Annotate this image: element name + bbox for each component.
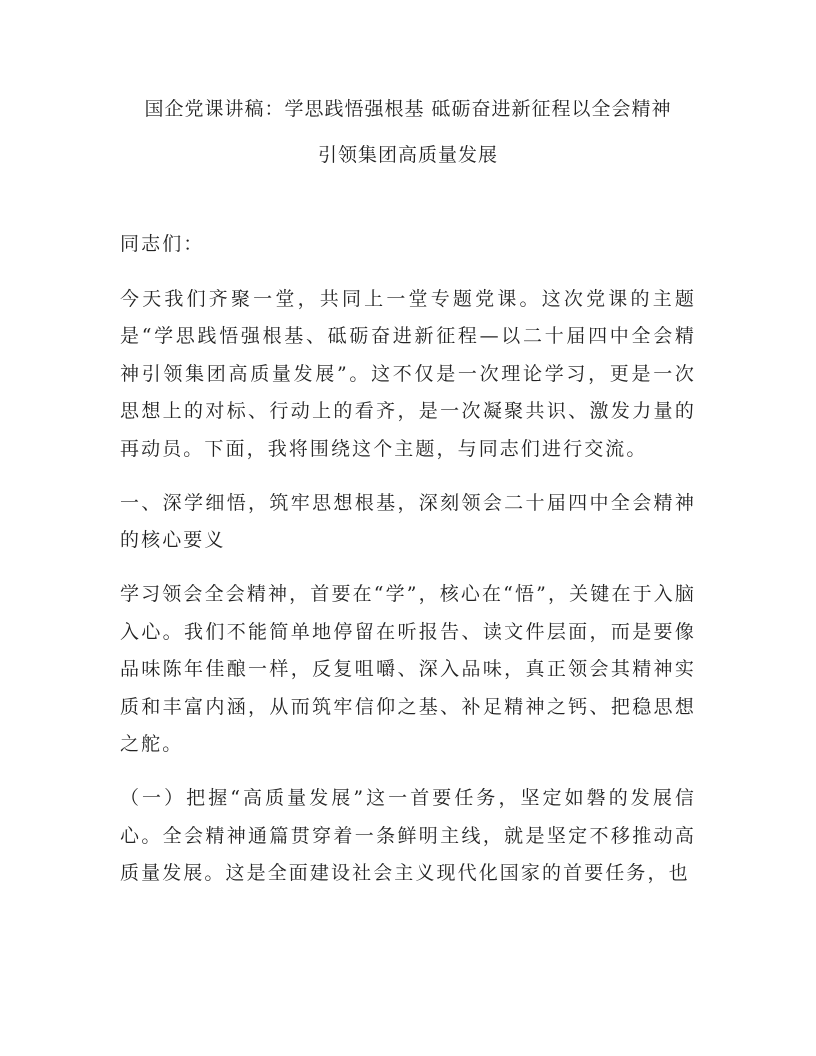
title-line-1: 国企党课讲稿：学思践悟强根基 砥砺奋进新征程以全会精神 bbox=[144, 98, 672, 120]
paragraph-intro: 今天我们齐聚一堂，共同上一堂专题党课。这次党课的主题是“学思践悟强根基、砥砺奋进新征程—以二十届四中全会精神引领集团高质量发展”。这不仅是一次理论学习，更是一次思想上的对标、行动上的看齐，是一次凝聚共识、激发力量的再动员。下面，我将围绕这个主题，与同志们进行交流。 bbox=[120, 287, 696, 460]
paragraph-subsection-1: （一）把握“高质量发展”这一首要任务，坚定如磐的发展信心。全会精神通篇贯穿着一条鲜明主线，就是坚定不移推动高质量发展。这是全面建设社会主义现代化国家的首要任务，也 bbox=[120, 787, 696, 884]
title-line-2: 引领集团高质量发展 bbox=[317, 144, 498, 166]
document-title bbox=[120, 86, 696, 178]
paragraph-study: 学习领会全会精神，首要在“学”，核心在“悟”，关键在于入脑入心。我们不能简单地停留在听报告、读文件层面，而是要像品味陈年佳酿一样，反复咀嚼、深入品味，真正领会其精神实质和丰富内涵，从而筑牢信仰之基、补足精神之钙、把稳思想之舵。 bbox=[120, 583, 696, 755]
document-body bbox=[120, 226, 696, 909]
greeting: 同志们： bbox=[120, 233, 205, 255]
section-heading-1: 一、深学细悟，筑牢思想根基，深刻领会二十届四中全会精神的核心要义 bbox=[120, 491, 696, 551]
